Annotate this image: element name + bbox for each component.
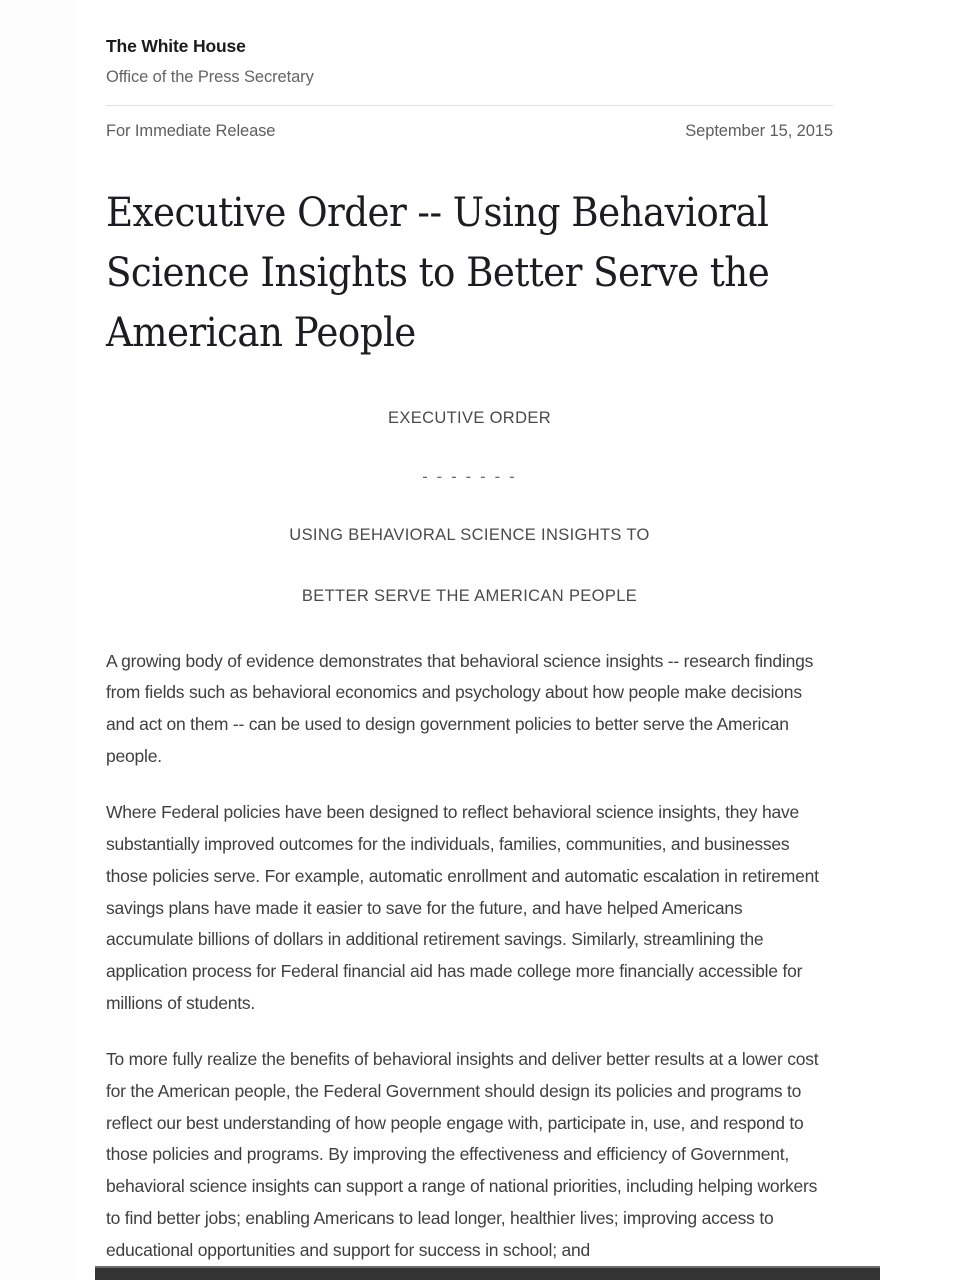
release-label: For Immediate Release (106, 122, 276, 141)
masthead-divider (106, 105, 833, 106)
site-brand-title: The White House (106, 36, 246, 56)
bottom-scroll-bar[interactable] (95, 1268, 880, 1280)
release-meta-row (106, 122, 833, 141)
page-title: Executive Order -- Using Behavioral Science Insights to Better Serve the American People (106, 190, 770, 357)
left-gutter (0, 0, 74, 1280)
masthead (106, 0, 833, 88)
order-subtitle-line-2: BETTER SERVE THE AMERICAN PEOPLE (301, 586, 638, 605)
order-kicker: EXECUTIVE ORDER (388, 409, 551, 428)
office-subtitle: Office of the Press Secretary (106, 67, 314, 86)
body-paragraph: Where Federal policies have been designed to reflect behavioral science insights, they have substantially improved outcomes for the individuals, families, communities, and businesses those policies serve. For example, automatic enrollment and automatic escalation in retirement savings plans have made it easier to save for the future, and have helped Americans accumulate billions of dollars in additional retirement savings. Similarly, streamlining the application process for Federal financial aid has made college more financially accessible for millions of students. (106, 801, 819, 1014)
body-paragraph: A growing body of evidence demonstrates that behavioral science insights -- research findings from fields such as behavioral economics and psychology about how people make decisions and act on them -- can be used to design government policies to better serve the American people. (106, 650, 814, 767)
order-subtitle-line-1: USING BEHAVIORAL SCIENCE INSIGHTS TO (289, 526, 650, 545)
order-heading-block (106, 407, 833, 607)
document-content (106, 0, 833, 1280)
body-copy (106, 646, 833, 1267)
body-paragraph: To more fully realize the benefits of behavioral insights and deliver better results at a lower cost for the American people, the Federal Government should design its policies and programs to reflect our best understanding of how people engage with, participate in, use, and respond to those policies and programs. By improving the effectiveness and efficiency of Government, behavioral science insights can support a range of national priorities, including helping workers to find better jobs; enabling Americans to lead longer, healthier lives; improving access to educational opportunities and support for success in school; and (106, 1048, 819, 1260)
release-date: September 15, 2015 (685, 122, 833, 141)
order-separator: - - - - - - - (422, 468, 517, 487)
